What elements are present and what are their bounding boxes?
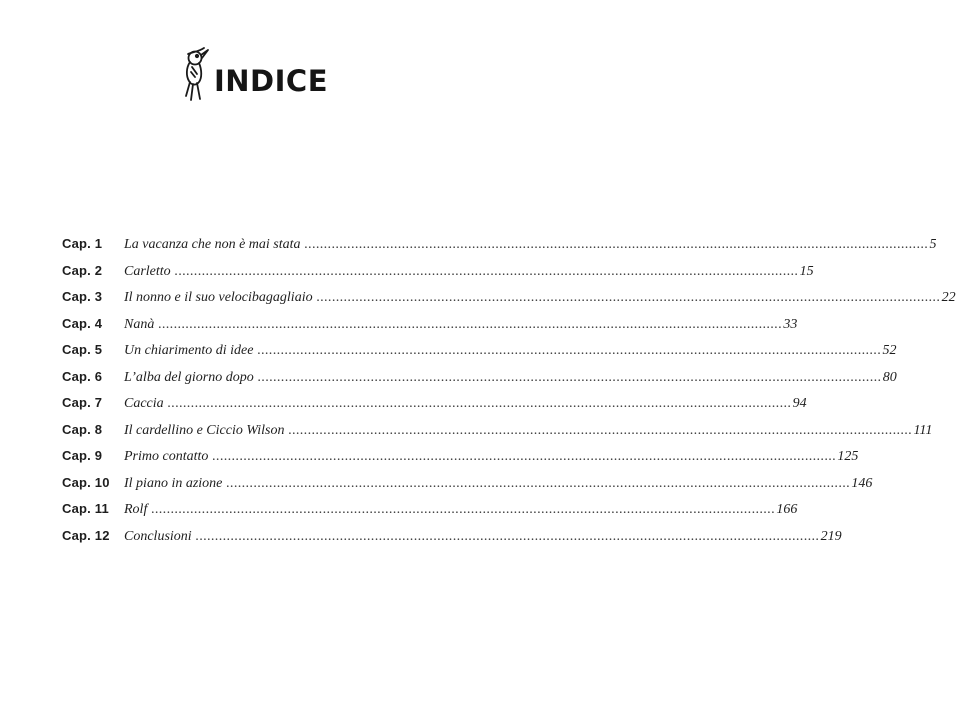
toc-entry[interactable] xyxy=(62,315,798,343)
chapter-title: Il piano in azione xyxy=(124,475,223,491)
toc-entry[interactable] xyxy=(62,289,956,316)
page-number: 22 xyxy=(941,290,956,305)
toc-entry[interactable] xyxy=(62,527,842,555)
toc-entry[interactable] xyxy=(62,262,814,290)
page-number: 166 xyxy=(776,502,798,517)
toc-entry[interactable] xyxy=(62,395,807,422)
toc-entry-text xyxy=(124,475,873,492)
chapter-number: Cap. 9 xyxy=(62,448,103,463)
chapter-title: Un chiarimento di idee xyxy=(124,343,254,358)
toc-entry[interactable] xyxy=(62,448,859,475)
chapter-title: Conclusioni xyxy=(124,528,192,544)
page-number: 125 xyxy=(837,449,859,464)
dot-leader: ................................................................................................................................................................ xyxy=(288,422,913,438)
page-number: 5 xyxy=(929,237,937,252)
toc-entry-text xyxy=(124,343,897,359)
page-title: INDICE xyxy=(214,64,329,98)
toc-entry-text xyxy=(124,449,859,465)
dot-leader: ................................................................................................................................................................ xyxy=(158,316,783,332)
dot-leader: ................................................................................................................................................................ xyxy=(257,343,882,358)
toc-entry[interactable] xyxy=(62,236,937,263)
chapter-title: Primo contatto xyxy=(124,449,209,464)
dot-leader: ................................................................................................................................................................ xyxy=(174,263,799,279)
chapter-number: Cap. 3 xyxy=(62,289,103,304)
chapter-number: Cap. 4 xyxy=(62,315,103,331)
toc-entry-text xyxy=(124,290,956,306)
chapter-title: Caccia xyxy=(124,396,164,411)
chapter-number: Cap. 5 xyxy=(62,342,103,357)
chapter-number: Cap. 1 xyxy=(62,236,103,251)
chapter-number: Cap. 11 xyxy=(62,501,109,516)
chapter-number: Cap. 6 xyxy=(62,368,103,384)
page-number: 52 xyxy=(882,343,897,358)
chapter-title: Carletto xyxy=(124,263,171,279)
toc-entry-text xyxy=(124,528,842,545)
page-header xyxy=(178,44,328,108)
toc-entry-text xyxy=(124,316,798,333)
dot-leader: ................................................................................................................................................................ xyxy=(226,475,851,491)
chapter-number: Cap. 8 xyxy=(62,421,103,437)
toc-entry-text xyxy=(124,237,937,253)
dot-leader: ................................................................................................................................................................ xyxy=(151,502,776,517)
dot-leader: ................................................................................................................................................................ xyxy=(257,369,882,385)
chapter-title: L’alba del giorno dopo xyxy=(124,369,254,385)
toc-entry[interactable] xyxy=(62,421,933,449)
dot-leader: ................................................................................................................................................................ xyxy=(167,396,792,411)
chapter-title: Nanà xyxy=(124,316,155,332)
page-number: 33 xyxy=(783,316,798,332)
page-number: 15 xyxy=(799,263,814,279)
dot-leader: ................................................................................................................................................................ xyxy=(304,237,929,252)
toc-entry[interactable] xyxy=(62,342,897,369)
table-of-contents xyxy=(62,236,956,554)
chapter-number: Cap. 7 xyxy=(62,395,103,410)
toc-entry-text xyxy=(124,396,807,412)
toc-entry-text xyxy=(124,369,897,386)
toc-entry-text xyxy=(124,422,933,439)
toc-entry[interactable] xyxy=(62,368,897,396)
chapter-number: Cap. 10 xyxy=(62,474,110,490)
chapter-number: Cap. 2 xyxy=(62,262,103,278)
page-number: 80 xyxy=(882,369,897,385)
toc-entry[interactable] xyxy=(62,474,873,502)
toc-entry-text xyxy=(124,263,814,280)
dot-leader: ................................................................................................................................................................ xyxy=(195,528,820,544)
dot-leader: ................................................................................................................................................................ xyxy=(212,449,837,464)
page-number: 94 xyxy=(792,396,807,411)
page-number: 146 xyxy=(851,475,873,491)
chapter-number: Cap. 12 xyxy=(62,527,110,543)
chapter-title: Rolf xyxy=(124,502,148,517)
toc-entry-text xyxy=(124,502,798,518)
chapter-title: Il cardellino e Ciccio Wilson xyxy=(124,422,285,438)
page-number: 111 xyxy=(913,422,933,438)
chapter-title: La vacanza che non è mai stata xyxy=(124,237,301,252)
chapter-title: Il nonno e il suo velocibagagliaio xyxy=(124,290,313,305)
bird-icon xyxy=(178,44,212,108)
dot-leader: ................................................................................................................................................................ xyxy=(316,290,941,305)
toc-entry[interactable] xyxy=(62,501,798,528)
page-number: 219 xyxy=(820,528,842,544)
